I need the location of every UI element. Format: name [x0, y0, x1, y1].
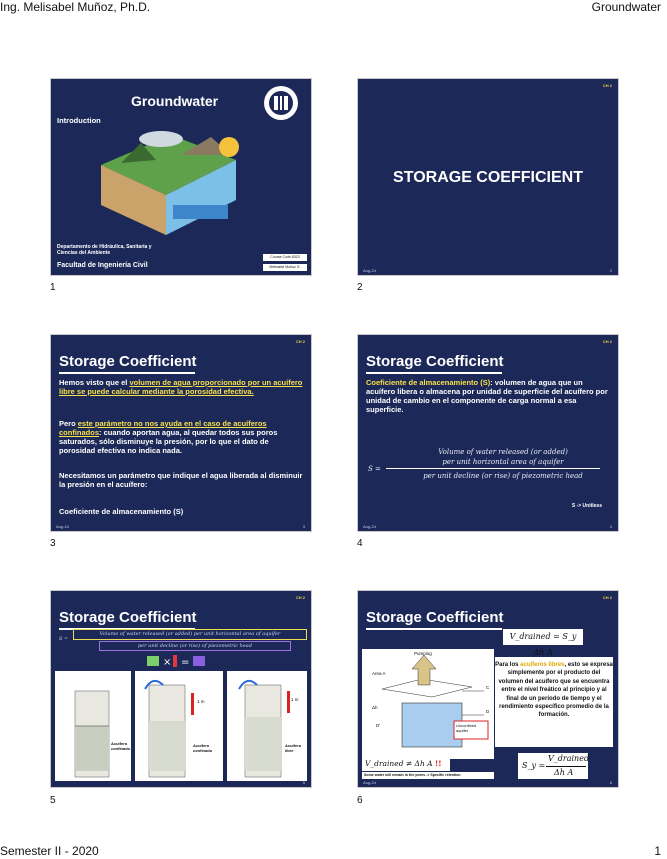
- storage-formula: S = Volume of water released (or added) per unit horizontal area of aquifer per unit decline (or rise) of piezometric head: [59, 629, 307, 653]
- slide-page: 2: [609, 268, 612, 273]
- aquifer-figure-b: 1 m Acuífero confinado: [135, 671, 223, 781]
- slide-page: 5: [302, 780, 305, 785]
- slide-page: 4: [609, 524, 612, 529]
- water-cycle-illustration: [91, 125, 241, 240]
- slide-1[interactable]: [50, 78, 312, 276]
- faculty: Facultad de Ingeniería Civil: [57, 262, 148, 269]
- chapter-badge: CH 2: [602, 339, 612, 344]
- slide-number: 1: [50, 282, 56, 293]
- chapter-badge: CH 2: [602, 595, 612, 600]
- slide-6[interactable]: [357, 590, 619, 788]
- specific-yield-equation: S_y = V_drained Δh A: [518, 753, 588, 779]
- slide-page: 3: [302, 524, 305, 529]
- chapter-badge: CH 2: [295, 339, 305, 344]
- slide-number: 4: [357, 538, 363, 549]
- specific-retention-note: Some water will remain in the pores -> Specific retention: [362, 772, 494, 779]
- drained-inequality: V_drained ≠ Δh A !!: [362, 757, 450, 771]
- slide-subtitle: Introduction: [57, 116, 101, 125]
- paragraph-3: Necesitamos un parámetro que indique el agua liberada al disminuir la presión en el acuífero:: [59, 471, 303, 489]
- course-code: Course Code 8323: [263, 254, 307, 261]
- university-logo: [263, 85, 299, 121]
- slide-title: Storage Coefficient: [366, 353, 504, 370]
- header-topic: Groundwater: [591, 0, 661, 14]
- slide-date: Aug-24: [363, 780, 376, 785]
- slide-2[interactable]: [357, 78, 619, 276]
- slide-title: Storage Coefficient: [59, 353, 197, 370]
- slide-date: Aug-24: [56, 524, 69, 529]
- paragraph-1: Hemos visto que el volumen de agua proporcionado por un acuífero libre se puede calcular mediante la porosidad efectiva.: [59, 378, 303, 396]
- slide-title: Storage Coefficient: [59, 609, 197, 626]
- aquifer-figure-c: 1 m Acuífero libre: [227, 671, 307, 781]
- paragraph-4: Coeficiente de almacenamiento (S): [59, 507, 184, 516]
- title-underline: [366, 628, 502, 630]
- slide-3[interactable]: [50, 334, 312, 532]
- slide-5[interactable]: [50, 590, 312, 788]
- footer-semester: Semester II - 2020: [0, 844, 99, 858]
- title-underline: [366, 372, 502, 374]
- svg-text:=: =: [181, 657, 190, 667]
- department: Departamento de Hidráulica, Sanitaria y Ciencias del Ambiente: [57, 244, 152, 256]
- slide-number: 2: [357, 282, 363, 293]
- unconfined-aquifer-figure: Pumping Area A Δh C D D' Unconfined aquifer: [362, 649, 494, 759]
- slide-date: Aug-24: [363, 524, 376, 529]
- svg-text:×: ×: [163, 657, 172, 667]
- instructor: Melisabel Muñoz G.: [263, 264, 307, 271]
- footer-page: 1: [654, 844, 661, 858]
- unconfined-description: Para los acuíferos libres, esto se expresa simplemente por el producto del volumen del acuífero que se encuentra entre el nivel freático al principio y al final de un período de tiempo y el rendimiento específico promedio de la formación.: [495, 657, 613, 747]
- equation-icons: [147, 655, 213, 667]
- slide-title: STORAGE COEFFICIENT: [393, 169, 583, 186]
- chapter-badge: CH 2: [295, 595, 305, 600]
- slide-number: 5: [50, 795, 56, 806]
- chapter-badge: CH 2: [602, 83, 612, 88]
- slide-title: Groundwater: [131, 93, 219, 109]
- header-author: Ing. Melisabel Muñoz, Ph.D.: [0, 0, 151, 14]
- fraction-bar: [386, 468, 600, 469]
- slide-number: 6: [357, 795, 363, 806]
- slide-number: 3: [50, 538, 56, 549]
- definition: Coeficiente de almacenamiento (S): volumen de agua que un acuífero libera o almacena por unidad de superficie del acuífero por unidad de cambio en el componente de carga normal a esa superficie.: [366, 378, 608, 414]
- slide-date: Aug-24: [363, 268, 376, 273]
- slide-title: Storage Coefficient: [366, 609, 504, 626]
- title-underline: [59, 372, 195, 374]
- slide-4[interactable]: CH 2 Storage Coefficient Coeficiente de almacenamiento (S): volumen de agua que un acuífero libera o almacena por unidad de superficie del acuífero por unidad de cambio en el componente de carga normal a esa superficie. S = Volume of water released (or added) per unit horizontal area of aquifer per unit decline (or rise) of piezometric head S -> Unitless Aug-24 4: [357, 334, 619, 532]
- drained-volume-equation: V_drained = S_y Δh A: [503, 629, 583, 645]
- aquifer-figure-a: Acuífero confinado: [55, 671, 131, 781]
- slide-page: 6: [609, 780, 612, 785]
- paragraph-2: Pero este parámetro no nos ayuda en el caso de acuíferos confinados: cuando aportan agua, al quedar todos sus poros saturados, sólo disminuye la presión, por lo que el dato de porosidad efectiva no indica nada.: [59, 419, 278, 455]
- unitless-note: S -> Unitless: [571, 503, 602, 509]
